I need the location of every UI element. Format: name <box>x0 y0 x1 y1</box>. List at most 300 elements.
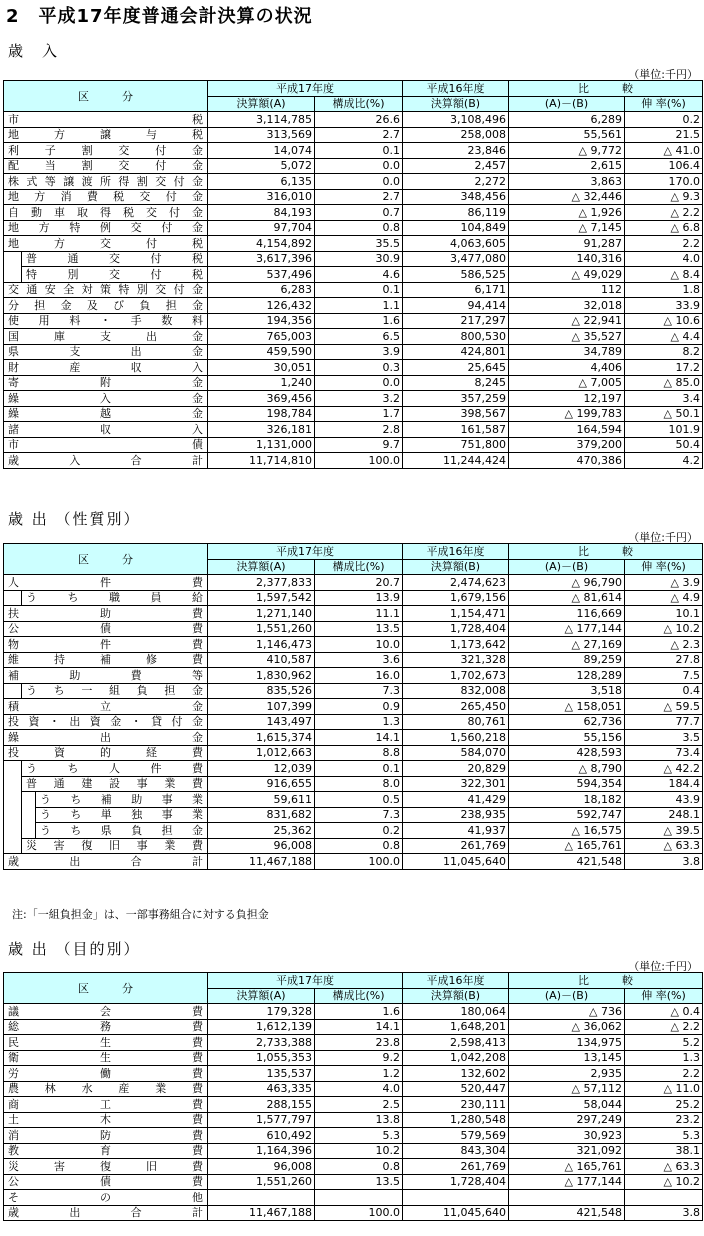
row-label: 土木費 <box>4 1112 208 1128</box>
cell-amount-b: 520,447 <box>403 1081 509 1097</box>
cell-amount-a: 313,569 <box>208 127 315 143</box>
cell-ratio: 11.1 <box>315 606 403 622</box>
table-row <box>4 360 703 376</box>
header-comparison: 比 較 <box>509 973 703 989</box>
row-label: 衛生費 <box>4 1050 208 1066</box>
table-row <box>4 267 703 283</box>
cell-amount-a: 916,655 <box>208 776 315 792</box>
cell-diff: △ 8,790 <box>509 761 625 777</box>
cell-rate: △ 42.2 <box>625 761 703 777</box>
cell-amount-a: 835,526 <box>208 683 315 699</box>
cell-amount-b: 751,800 <box>403 437 509 453</box>
cell-ratio: 0.3 <box>315 360 403 376</box>
row-label: 財産収入 <box>4 360 208 376</box>
header-h17: 平成17年度 <box>208 544 403 560</box>
cell-ratio: 8.0 <box>315 776 403 792</box>
table-row <box>4 329 703 345</box>
cell-rate: △ 39.5 <box>625 823 703 839</box>
cell-rate: 38.1 <box>625 1143 703 1159</box>
table-row <box>4 1128 703 1144</box>
table-row <box>4 406 703 422</box>
cell-rate: 3.8 <box>625 854 703 870</box>
header-kubun: 区 分 <box>4 81 208 112</box>
cell-ratio: 2.5 <box>315 1097 403 1113</box>
cell-diff: 34,789 <box>509 344 625 360</box>
cell-amount-b: 1,648,201 <box>403 1019 509 1035</box>
cell-rate: △ 2.2 <box>625 1019 703 1035</box>
cell-rate: △ 11.0 <box>625 1081 703 1097</box>
table-row <box>4 730 703 746</box>
cell-rate: 3.4 <box>625 391 703 407</box>
header-h17: 平成17年度 <box>208 973 403 989</box>
cell-rate: △ 4.4 <box>625 329 703 345</box>
cell-ratio: 100.0 <box>315 1205 403 1221</box>
cell-rate: △ 41.0 <box>625 143 703 159</box>
row-label: 普通建設事業費 <box>22 776 208 792</box>
cell-diff: 297,249 <box>509 1112 625 1128</box>
cell-diff: △ 165,761 <box>509 838 625 854</box>
header-ratio: 構成比(%) <box>315 559 403 575</box>
row-label: 繰入金 <box>4 391 208 407</box>
cell-diff: 134,975 <box>509 1035 625 1051</box>
row-label: 分担金及び負担金 <box>4 298 208 314</box>
row-label: 扶助費 <box>4 606 208 622</box>
indent-cell <box>22 823 36 839</box>
cell-diff: 91,287 <box>509 236 625 252</box>
cell-amount-a: 6,283 <box>208 282 315 298</box>
cell-diff: △ 7,145 <box>509 220 625 236</box>
cell-amount-a: 198,784 <box>208 406 315 422</box>
cell-ratio: 4.6 <box>315 267 403 283</box>
cell-amount-b: 2,474,623 <box>403 575 509 591</box>
cell-amount-b: 8,245 <box>403 375 509 391</box>
cell-amount-a: 610,492 <box>208 1128 315 1144</box>
cell-diff: 112 <box>509 282 625 298</box>
cell-amount-b: 4,063,605 <box>403 236 509 252</box>
cell-amount-a: 12,039 <box>208 761 315 777</box>
cell-diff: △ 1,926 <box>509 205 625 221</box>
cell-amount-b: 265,450 <box>403 699 509 715</box>
table-row <box>4 792 703 808</box>
cell-ratio: 20.7 <box>315 575 403 591</box>
table-row <box>4 313 703 329</box>
row-label: 公債費 <box>4 621 208 637</box>
cell-amount-b: 238,935 <box>403 807 509 823</box>
cell-ratio: 2.7 <box>315 127 403 143</box>
cell-ratio: 0.0 <box>315 174 403 190</box>
row-label: 商工費 <box>4 1097 208 1113</box>
cell-amount-a: 194,356 <box>208 313 315 329</box>
cell-amount-b: 843,304 <box>403 1143 509 1159</box>
cell-amount-b: 3,108,496 <box>403 112 509 128</box>
table-row <box>4 391 703 407</box>
cell-diff: 140,316 <box>509 251 625 267</box>
cell-amount-a: 316,010 <box>208 189 315 205</box>
row-label: うち職員給 <box>22 590 208 606</box>
cell-rate: 1.8 <box>625 282 703 298</box>
cell-rate: △ 4.9 <box>625 590 703 606</box>
revenue-table <box>3 80 703 469</box>
cell-ratio: 1.1 <box>315 298 403 314</box>
cell-rate: 184.4 <box>625 776 703 792</box>
cell-amount-a: 11,467,188 <box>208 1205 315 1221</box>
cell-amount-b: 321,328 <box>403 652 509 668</box>
indent-cell <box>4 823 22 839</box>
table-header-row <box>4 973 703 989</box>
cell-ratio: 0.0 <box>315 375 403 391</box>
table-row <box>4 344 703 360</box>
cell-amount-a: 1,131,000 <box>208 437 315 453</box>
cell-rate: 8.2 <box>625 344 703 360</box>
cell-rate: △ 2.3 <box>625 637 703 653</box>
cell-rate: △ 6.8 <box>625 220 703 236</box>
row-label: 交通安全対策特別交付金 <box>4 282 208 298</box>
header-ratio: 構成比(%) <box>315 96 403 112</box>
header-amount-a: 決算額(A) <box>208 559 315 575</box>
cell-amount-a: 463,335 <box>208 1081 315 1097</box>
cell-diff: 164,594 <box>509 422 625 438</box>
cell-amount-a <box>208 1190 315 1206</box>
row-label: 議会費 <box>4 1004 208 1020</box>
cell-ratio: 35.5 <box>315 236 403 252</box>
cell-ratio: 0.1 <box>315 761 403 777</box>
row-label: 労働費 <box>4 1066 208 1082</box>
table-row <box>4 112 703 128</box>
table-row <box>4 1081 703 1097</box>
cell-amount-b: 41,429 <box>403 792 509 808</box>
cell-rate: 3.8 <box>625 1205 703 1221</box>
table-row <box>4 1050 703 1066</box>
cell-diff: 3,863 <box>509 174 625 190</box>
cell-diff: △ 49,029 <box>509 267 625 283</box>
table-row <box>4 1190 703 1206</box>
cell-diff: △ 9,772 <box>509 143 625 159</box>
cell-amount-b: 41,937 <box>403 823 509 839</box>
cell-diff: 3,518 <box>509 683 625 699</box>
row-label: 公債費 <box>4 1174 208 1190</box>
cell-amount-b <box>403 1190 509 1206</box>
indent-cell <box>4 792 22 808</box>
cell-ratio: 6.5 <box>315 329 403 345</box>
cell-amount-b: 1,728,404 <box>403 621 509 637</box>
row-label: 繰越金 <box>4 406 208 422</box>
header-amount-a: 決算額(A) <box>208 988 315 1004</box>
cell-ratio: 30.9 <box>315 251 403 267</box>
cell-rate: 10.1 <box>625 606 703 622</box>
cell-ratio: 0.5 <box>315 792 403 808</box>
table-row <box>4 1097 703 1113</box>
row-label: 農林水産業費 <box>4 1081 208 1097</box>
cell-rate: 170.0 <box>625 174 703 190</box>
table-row <box>4 220 703 236</box>
cell-diff: 2,615 <box>509 158 625 174</box>
cell-ratio: 0.8 <box>315 220 403 236</box>
cell-rate: 17.2 <box>625 360 703 376</box>
cell-amount-a: 11,467,188 <box>208 854 315 870</box>
cell-amount-b: 1,560,218 <box>403 730 509 746</box>
row-label: 諸収入 <box>4 422 208 438</box>
cell-rate: 77.7 <box>625 714 703 730</box>
cell-diff: △ 177,144 <box>509 1174 625 1190</box>
table-row <box>4 1205 703 1221</box>
cell-amount-a: 326,181 <box>208 422 315 438</box>
table-row <box>4 652 703 668</box>
table-row <box>4 251 703 267</box>
table-row <box>4 606 703 622</box>
table-row <box>4 236 703 252</box>
cell-rate: 4.0 <box>625 251 703 267</box>
unit-label: （単位:千円） <box>628 68 698 81</box>
cell-rate: 2.2 <box>625 236 703 252</box>
cell-diff: △ 27,169 <box>509 637 625 653</box>
cell-amount-b: 180,064 <box>403 1004 509 1020</box>
table-row <box>4 1112 703 1128</box>
table-row <box>4 1035 703 1051</box>
cell-ratio: 8.8 <box>315 745 403 761</box>
cell-amount-a: 3,617,396 <box>208 251 315 267</box>
header-h16: 平成16年度 <box>403 544 509 560</box>
cell-ratio: 100.0 <box>315 453 403 469</box>
cell-amount-b: 800,530 <box>403 329 509 345</box>
cell-amount-b: 161,587 <box>403 422 509 438</box>
cell-ratio <box>315 1190 403 1206</box>
cell-amount-a: 2,377,833 <box>208 575 315 591</box>
cell-amount-a: 459,590 <box>208 344 315 360</box>
cell-diff: 62,736 <box>509 714 625 730</box>
cell-diff: △ 177,144 <box>509 621 625 637</box>
cell-ratio: 0.1 <box>315 282 403 298</box>
cell-amount-b: 2,457 <box>403 158 509 174</box>
indent-cell <box>4 807 22 823</box>
indent-cell <box>4 683 22 699</box>
cell-amount-b: 2,598,413 <box>403 1035 509 1051</box>
table-header-row <box>4 81 703 97</box>
cell-rate: △ 0.4 <box>625 1004 703 1020</box>
table-header-row <box>4 544 703 560</box>
cell-diff: 89,259 <box>509 652 625 668</box>
table-row <box>4 838 703 854</box>
table-row <box>4 1174 703 1190</box>
cell-ratio: 3.2 <box>315 391 403 407</box>
table-row <box>4 683 703 699</box>
cell-diff <box>509 1190 625 1206</box>
cell-diff: 421,548 <box>509 1205 625 1221</box>
cell-rate: 50.4 <box>625 437 703 453</box>
cell-amount-b: 348,456 <box>403 189 509 205</box>
row-label: 人件費 <box>4 575 208 591</box>
row-label: 地方消費税交付金 <box>4 189 208 205</box>
cell-amount-b: 86,119 <box>403 205 509 221</box>
row-label: 物件費 <box>4 637 208 653</box>
indent-cell <box>4 838 22 854</box>
table-row <box>4 714 703 730</box>
cell-amount-a: 1,551,260 <box>208 1174 315 1190</box>
cell-diff: 4,406 <box>509 360 625 376</box>
header-amount-b: 決算額(B) <box>403 96 509 112</box>
cell-diff: 592,747 <box>509 807 625 823</box>
cell-ratio: 0.9 <box>315 699 403 715</box>
row-label: うち単独事業 <box>36 807 208 823</box>
cell-ratio: 14.1 <box>315 1019 403 1035</box>
cell-diff: 6,289 <box>509 112 625 128</box>
row-label: うち県負担金 <box>36 823 208 839</box>
row-label: 歳出合計 <box>4 854 208 870</box>
indent-cell <box>22 792 36 808</box>
row-label: うち一組負担金 <box>22 683 208 699</box>
cell-diff: 30,923 <box>509 1128 625 1144</box>
cell-diff: 13,145 <box>509 1050 625 1066</box>
cell-ratio: 1.3 <box>315 714 403 730</box>
row-label: 災害復旧費 <box>4 1159 208 1175</box>
cell-rate: 2.2 <box>625 1066 703 1082</box>
table-row <box>4 143 703 159</box>
row-label: 災害復旧事業費 <box>22 838 208 854</box>
header-h16: 平成16年度 <box>403 973 509 989</box>
indent-cell <box>4 776 22 792</box>
indent-cell <box>22 807 36 823</box>
table-row <box>4 745 703 761</box>
header-comparison: 比 較 <box>509 81 703 97</box>
cell-ratio: 1.6 <box>315 313 403 329</box>
cell-ratio: 0.8 <box>315 1159 403 1175</box>
row-label: 寄附金 <box>4 375 208 391</box>
cell-rate <box>625 1190 703 1206</box>
cell-ratio: 2.7 <box>315 189 403 205</box>
row-label: うち人件費 <box>22 761 208 777</box>
table-row <box>4 205 703 221</box>
table-row <box>4 189 703 205</box>
cell-rate: 5.2 <box>625 1035 703 1051</box>
cell-amount-a: 107,399 <box>208 699 315 715</box>
cell-amount-a: 537,496 <box>208 267 315 283</box>
row-label: 総務費 <box>4 1019 208 1035</box>
table-row <box>4 1143 703 1159</box>
cell-amount-b: 80,761 <box>403 714 509 730</box>
cell-amount-a: 143,497 <box>208 714 315 730</box>
table-row <box>4 1066 703 1082</box>
cell-amount-b: 230,111 <box>403 1097 509 1113</box>
row-label: 株式等譲渡所得割交付金 <box>4 174 208 190</box>
row-label: 市債 <box>4 437 208 453</box>
row-label: 普通交付税 <box>22 251 208 267</box>
cell-rate: 101.9 <box>625 422 703 438</box>
cell-diff: 379,200 <box>509 437 625 453</box>
cell-diff: 12,197 <box>509 391 625 407</box>
cell-ratio: 1.6 <box>315 1004 403 1020</box>
cell-rate: △ 59.5 <box>625 699 703 715</box>
cell-amount-a: 25,362 <box>208 823 315 839</box>
cell-ratio: 7.3 <box>315 683 403 699</box>
cell-ratio: 23.8 <box>315 1035 403 1051</box>
row-label: 投資的経費 <box>4 745 208 761</box>
cell-amount-a: 97,704 <box>208 220 315 236</box>
cell-amount-b: 1,042,208 <box>403 1050 509 1066</box>
row-label: 地方譲与税 <box>4 127 208 143</box>
table-row <box>4 621 703 637</box>
row-label: 投資・出資金・貸付金 <box>4 714 208 730</box>
cell-rate: 0.4 <box>625 683 703 699</box>
cell-rate: 5.3 <box>625 1128 703 1144</box>
cell-amount-b: 261,769 <box>403 1159 509 1175</box>
cell-amount-b: 579,569 <box>403 1128 509 1144</box>
cell-rate: △ 10.6 <box>625 313 703 329</box>
cell-amount-b: 104,849 <box>403 220 509 236</box>
cell-rate: 21.5 <box>625 127 703 143</box>
header-h16: 平成16年度 <box>403 81 509 97</box>
cell-amount-a: 3,114,785 <box>208 112 315 128</box>
cell-rate: 73.4 <box>625 745 703 761</box>
cell-ratio: 1.2 <box>315 1066 403 1082</box>
cell-amount-a: 1,146,473 <box>208 637 315 653</box>
table-row <box>4 699 703 715</box>
header-diff: (A)－(B) <box>509 96 625 112</box>
cell-amount-b: 23,846 <box>403 143 509 159</box>
cell-amount-b: 20,829 <box>403 761 509 777</box>
cell-rate: 248.1 <box>625 807 703 823</box>
cell-amount-b: 357,259 <box>403 391 509 407</box>
cell-diff: 128,289 <box>509 668 625 684</box>
cell-amount-b: 11,045,640 <box>403 1205 509 1221</box>
cell-ratio: 9.7 <box>315 437 403 453</box>
footnote: 注:「一組負担金」は、一部事務組合に対する負担金 <box>12 908 269 921</box>
cell-amount-a: 30,051 <box>208 360 315 376</box>
cell-rate: △ 8.4 <box>625 267 703 283</box>
cell-amount-a: 126,432 <box>208 298 315 314</box>
cell-rate: 33.9 <box>625 298 703 314</box>
cell-rate: △ 10.2 <box>625 621 703 637</box>
table-row <box>4 575 703 591</box>
cell-diff: △ 32,446 <box>509 189 625 205</box>
header-amount-a: 決算額(A) <box>208 96 315 112</box>
expenditure-purpose-table <box>3 972 703 1221</box>
unit-label: （単位:千円） <box>628 531 698 544</box>
table-row <box>4 1004 703 1020</box>
cell-ratio: 13.9 <box>315 590 403 606</box>
cell-amount-a: 1,577,797 <box>208 1112 315 1128</box>
header-diff: (A)－(B) <box>509 988 625 1004</box>
table-row <box>4 823 703 839</box>
cell-amount-a: 59,611 <box>208 792 315 808</box>
cell-rate: 7.5 <box>625 668 703 684</box>
cell-rate: 1.3 <box>625 1050 703 1066</box>
cell-amount-a: 410,587 <box>208 652 315 668</box>
row-label: 教育費 <box>4 1143 208 1159</box>
cell-rate: △ 63.3 <box>625 838 703 854</box>
cell-amount-a: 96,008 <box>208 1159 315 1175</box>
cell-ratio: 0.1 <box>315 143 403 159</box>
expenditure-nature-table <box>3 543 703 870</box>
cell-amount-a: 96,008 <box>208 838 315 854</box>
row-label: 維持補修費 <box>4 652 208 668</box>
cell-diff: 116,669 <box>509 606 625 622</box>
row-label: その他 <box>4 1190 208 1206</box>
section-heading-expenditure-nature: 歳 出 （性質別） <box>8 510 141 528</box>
indent-cell <box>4 267 22 283</box>
table-row <box>4 298 703 314</box>
cell-ratio: 10.2 <box>315 1143 403 1159</box>
header-kubun: 区 分 <box>4 973 208 1004</box>
cell-amount-b: 322,301 <box>403 776 509 792</box>
cell-amount-b: 1,728,404 <box>403 1174 509 1190</box>
cell-amount-a: 369,456 <box>208 391 315 407</box>
cell-rate: 23.2 <box>625 1112 703 1128</box>
cell-diff: 58,044 <box>509 1097 625 1113</box>
cell-diff: △ 57,112 <box>509 1081 625 1097</box>
table-row <box>4 854 703 870</box>
cell-diff: △ 165,761 <box>509 1159 625 1175</box>
cell-diff: 32,018 <box>509 298 625 314</box>
cell-rate: △ 85.0 <box>625 375 703 391</box>
